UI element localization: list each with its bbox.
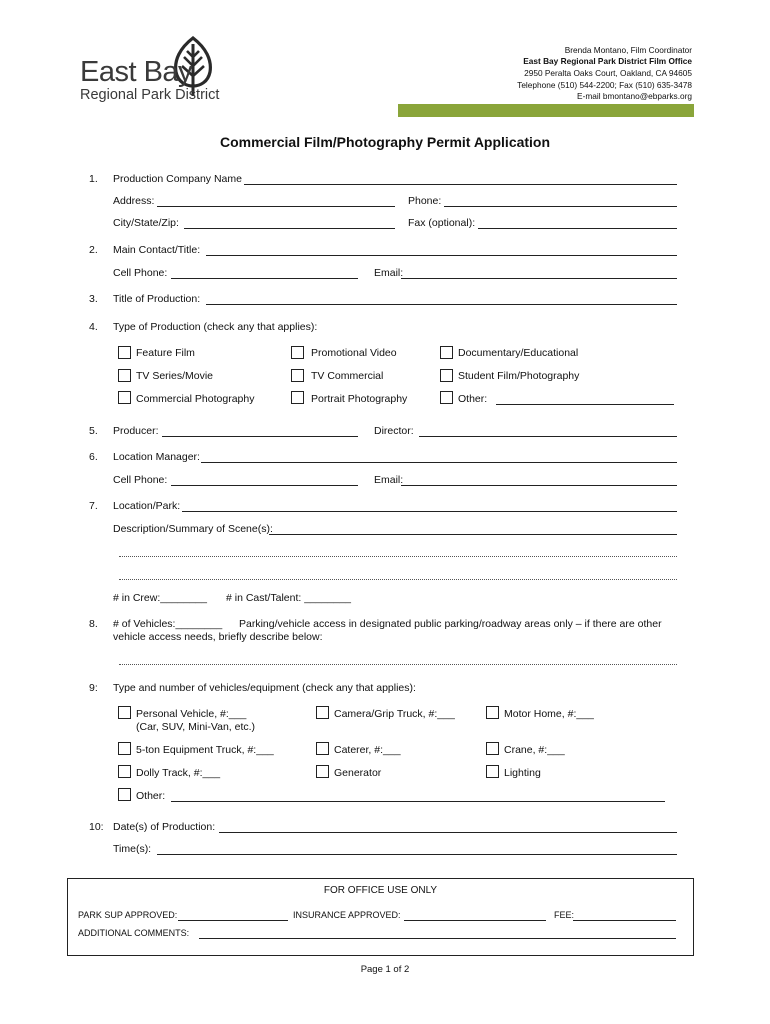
fee-label: FEE: [554, 910, 575, 920]
company-name-field[interactable] [244, 184, 677, 185]
option-label: Personal Vehicle, #:___ [136, 708, 247, 720]
director-label: Director: [374, 425, 414, 437]
cell-phone-field[interactable] [171, 278, 358, 279]
option-label: Feature Film [136, 347, 195, 359]
production-type-label: Type of Production (check any that applies): [113, 321, 318, 333]
cast-count-label[interactable]: # in Cast/Talent: ________ [226, 592, 351, 604]
option-label: Commercial Photography [136, 393, 255, 405]
option-label: Other: [136, 790, 166, 802]
portrait-photography-checkbox[interactable] [291, 391, 304, 404]
location-manager-label: Location Manager: [113, 451, 200, 463]
option-label: Student Film/Photography [458, 370, 580, 382]
location-park-label: Location/Park: [113, 500, 181, 512]
section-number: 6. [89, 451, 98, 463]
option-label: Generator [334, 767, 382, 779]
tv-commercial-checkbox[interactable] [291, 369, 304, 382]
manager-cell-field[interactable] [171, 485, 358, 486]
director-field[interactable] [419, 436, 677, 437]
parking-note-line2: vehicle access needs, briefly describe below: [113, 631, 323, 643]
motor-home-checkbox[interactable] [486, 706, 499, 719]
office-use-heading: FOR OFFICE USE ONLY [323, 885, 438, 896]
section-number: 2. [89, 244, 98, 256]
insurance-field[interactable] [404, 920, 546, 921]
vehicle-access-line[interactable] [119, 664, 677, 665]
phone-label: Phone: [408, 195, 442, 207]
producer-field[interactable] [162, 436, 358, 437]
address-field[interactable] [157, 206, 395, 207]
logo-org-name: East Bay [80, 56, 193, 88]
parking-note-line1: Parking/vehicle access in designated public parking/roadway areas only – if there are other [239, 618, 662, 630]
promotional-video-checkbox[interactable] [291, 346, 304, 359]
cell-phone-label: Cell Phone: [113, 267, 168, 279]
section-number: 10: [89, 821, 104, 833]
student-film-checkbox[interactable] [440, 369, 453, 382]
vehicle-equipment-label: Type and number of vehicles/equipment (check any that applies): [113, 682, 416, 694]
office-email: E-mail bmontano@ebparks.org [577, 91, 692, 101]
crew-count-label[interactable]: # in Crew:________ [113, 592, 207, 604]
phone-field[interactable] [444, 206, 677, 207]
park-sup-label: PARK SUP APPROVED: [78, 910, 178, 920]
comments-field[interactable] [199, 938, 676, 939]
option-label: Promotional Video [311, 347, 397, 359]
email-field[interactable] [401, 278, 677, 279]
scene-description-label: Description/Summary of Scene(s): [113, 523, 273, 535]
option-label: Motor Home, #:___ [504, 708, 594, 720]
commercial-photography-checkbox[interactable] [118, 391, 131, 404]
location-manager-field[interactable] [201, 462, 677, 463]
production-dates-field[interactable] [219, 832, 677, 833]
section-number: 4. [89, 321, 98, 333]
office-address: 2950 Peralta Oaks Court, Oakland, CA 94605 [524, 68, 692, 78]
section-number: 1. [89, 173, 98, 185]
section-number: 9: [89, 682, 98, 694]
camera-grip-truck-checkbox[interactable] [316, 706, 329, 719]
option-label: TV Series/Movie [136, 370, 214, 382]
personal-vehicle-checkbox[interactable] [118, 706, 131, 719]
office-use-box [67, 878, 694, 956]
section-number: 8. [89, 618, 98, 630]
feature-film-checkbox[interactable] [118, 346, 131, 359]
tv-series-checkbox[interactable] [118, 369, 131, 382]
main-contact-field[interactable] [206, 255, 677, 256]
documentary-checkbox[interactable] [440, 346, 453, 359]
caterer-checkbox[interactable] [316, 742, 329, 755]
company-name-label: Production Company Name [113, 173, 242, 185]
section-number: 5. [89, 425, 98, 437]
scene-description-field[interactable] [269, 534, 677, 535]
section-number: 3. [89, 293, 98, 305]
generator-checkbox[interactable] [316, 765, 329, 778]
comments-label: ADDITIONAL COMMENTS: [78, 928, 190, 938]
production-title-label: Title of Production: [113, 293, 201, 305]
email-label: Email: [374, 267, 404, 279]
section-number: 7. [89, 500, 98, 512]
option-label: TV Commercial [311, 370, 384, 382]
city-field[interactable] [184, 228, 395, 229]
logo-org-subtitle: Regional Park District [80, 87, 220, 103]
equipment-truck-checkbox[interactable] [118, 742, 131, 755]
insurance-label: INSURANCE APPROVED: [293, 910, 401, 920]
lighting-checkbox[interactable] [486, 765, 499, 778]
fee-field[interactable] [573, 920, 676, 921]
location-park-field[interactable] [182, 511, 677, 512]
producer-label: Producer: [113, 425, 159, 437]
option-label: Documentary/Educational [458, 347, 579, 359]
vehicle-count-label[interactable]: # of Vehicles:________ [113, 618, 223, 630]
option-label: Crane, #:___ [504, 744, 565, 756]
scene-description-line[interactable] [119, 579, 677, 580]
production-times-label: Time(s): [113, 843, 152, 855]
other-vehicle-field[interactable] [171, 801, 665, 802]
office-name: East Bay Regional Park District Film Office [523, 56, 692, 66]
option-label: Lighting [504, 767, 541, 779]
option-sublabel: (Car, SUV, Mini-Van, etc.) [136, 721, 256, 733]
option-label: Portrait Photography [311, 393, 408, 405]
page-title: Commercial Film/Photography Permit Application [219, 134, 551, 150]
contact-name: Brenda Montano, Film Coordinator [564, 45, 692, 55]
production-dates-label: Date(s) of Production: [113, 821, 216, 833]
page-number: Page 1 of 2 [360, 964, 410, 975]
fax-field[interactable] [478, 228, 677, 229]
park-sup-field[interactable] [178, 920, 288, 921]
other-production-field[interactable] [496, 404, 674, 405]
manager-email-label: Email: [374, 474, 404, 486]
city-label: City/State/Zip: [113, 217, 179, 229]
option-label: Other: [458, 393, 488, 405]
other-vehicle-checkbox[interactable] [118, 788, 131, 801]
production-title-field[interactable] [206, 304, 677, 305]
production-times-field[interactable] [157, 854, 677, 855]
manager-cell-label: Cell Phone: [113, 474, 168, 486]
option-label: Dolly Track, #:___ [136, 767, 221, 779]
crane-checkbox[interactable] [486, 742, 499, 755]
dolly-track-checkbox[interactable] [118, 765, 131, 778]
scene-description-line[interactable] [119, 556, 677, 557]
option-label: Camera/Grip Truck, #:___ [334, 708, 455, 720]
fax-label: Fax (optional): [408, 217, 476, 229]
office-phones: Telephone (510) 544-2200; Fax (510) 635-3478 [517, 80, 692, 90]
option-label: Caterer, #:___ [334, 744, 401, 756]
other-production-checkbox[interactable] [440, 391, 453, 404]
manager-email-field[interactable] [401, 485, 677, 486]
main-contact-label: Main Contact/Title: [113, 244, 201, 256]
option-label: 5-ton Equipment Truck, #:___ [136, 744, 274, 756]
address-label: Address: [113, 195, 155, 207]
header-accent-bar [398, 104, 694, 117]
